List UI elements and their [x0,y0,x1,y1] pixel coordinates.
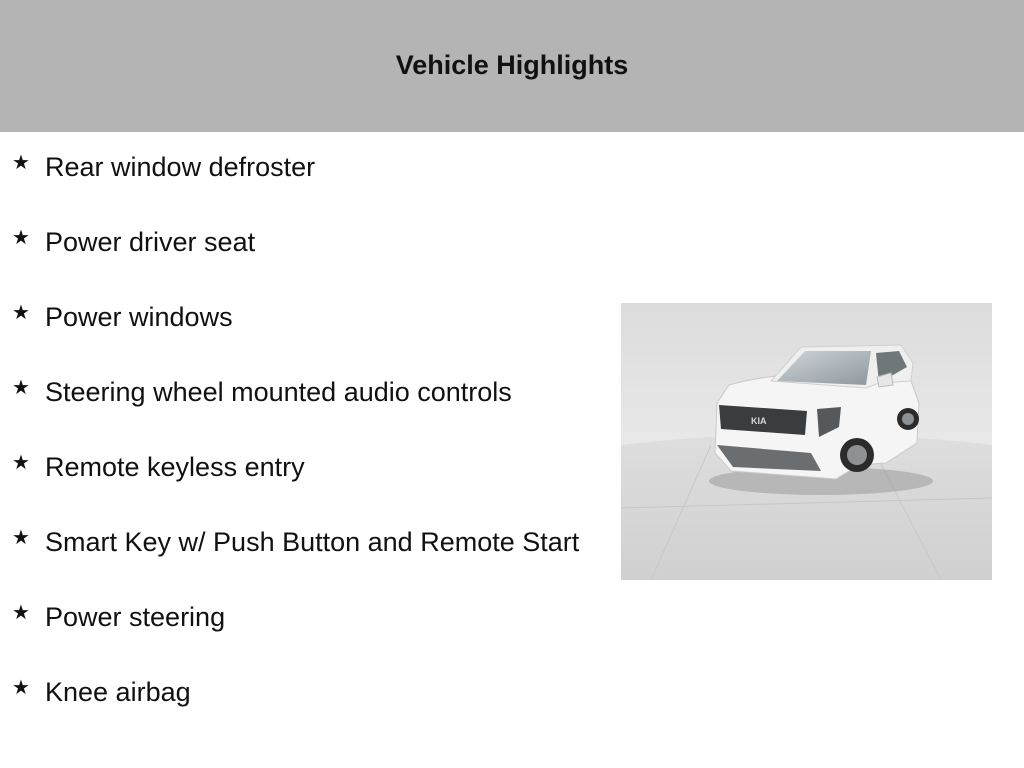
star-icon: ★ [12,227,30,249]
star-icon: ★ [12,152,30,174]
page-title: Vehicle Highlights [395,49,629,80]
feature-label: Smart Key w/ Push Button and Remote Start [45,527,580,557]
list-item [12,675,592,709]
kia-badge: KIA [751,416,767,426]
vehicle-photo [621,303,992,580]
list-item [12,150,592,184]
feature-label: Power windows [45,302,233,332]
list-item [12,600,592,634]
list-item [12,450,592,484]
star-icon: ★ [12,302,30,324]
star-icon: ★ [12,377,30,399]
feature-label: Remote keyless entry [45,452,305,482]
feature-label: Steering wheel mounted audio controls [45,377,512,407]
feature-label: Power steering [45,602,226,632]
list-item [12,300,592,334]
star-icon: ★ [12,677,30,699]
list-item [12,525,592,559]
feature-list [12,150,592,750]
feature-label: Power driver seat [45,227,256,257]
list-item [12,375,592,409]
star-icon: ★ [12,602,30,624]
header-bar [0,0,1024,132]
feature-label: Rear window defroster [45,152,316,182]
star-icon: ★ [12,527,30,549]
feature-label: Knee airbag [45,677,191,707]
list-item [12,225,592,259]
star-icon: ★ [12,452,30,474]
vehicle-photo-icon [621,303,992,580]
